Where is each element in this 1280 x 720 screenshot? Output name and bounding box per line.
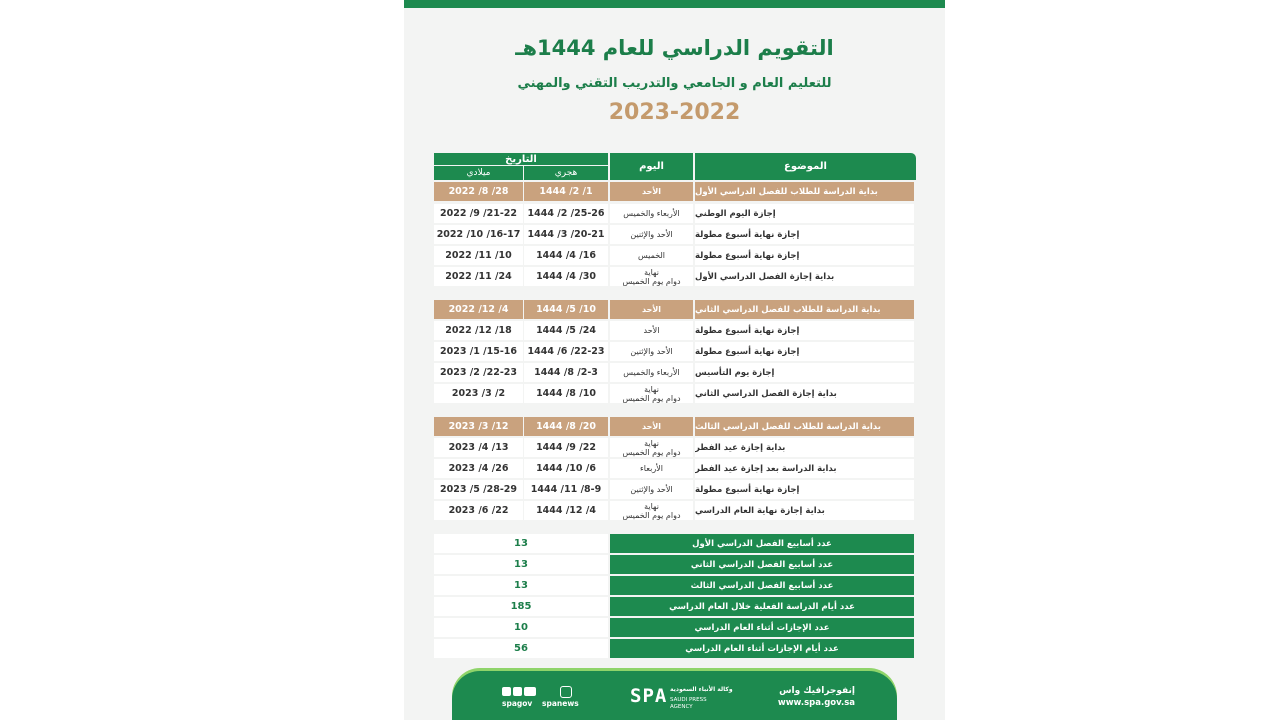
spagov-handle: spagov [502,699,533,708]
row-day-text: الأحد [641,305,662,314]
row-day-detail: دوام يوم الخميس [622,510,681,520]
row-topic: إجازة نهاية أسبوع مطولة [695,225,914,244]
row-day [610,246,693,265]
row-day [610,267,693,286]
row-day [610,300,693,319]
row-day [610,363,693,382]
summary-label: عدد أيام الدراسة الفعلية خلال العام الدراسي [610,597,914,616]
row-topic: بداية إجازة الفصل الدراسي الأول [695,267,914,286]
row-gregorian-date: 15-16/ 1/ 2023 [434,342,523,361]
row-day-text: الأحد والإثنين [630,485,673,494]
row-day-text: الأربعاء والخميس [623,209,680,218]
row-topic: بداية الدراسة للطلاب للفصل الدراسي الثالث [695,417,914,436]
row-hijri-date: 10/ 8/ 1444 [524,384,608,403]
row-topic: إجازة نهاية أسبوع مطولة [695,246,914,265]
row-hijri-date: 20-21/ 3/ 1444 [524,225,608,244]
row-hijri-date: 4/ 12/ 1444 [524,501,608,520]
row-topic: إجازة اليوم الوطني [695,204,914,223]
row-hijri-date: 22/ 9/ 1444 [524,438,608,457]
row-day [610,384,693,403]
summary-value: 10 [434,618,608,637]
row-hijri-date: 2-3/ 8/ 1444 [524,363,608,382]
summary-value: 13 [434,534,608,553]
row-gregorian-date: 28/ 8/ 2022 [434,182,523,201]
row-day-text: نهاية [644,501,659,511]
summary-value: 13 [434,576,608,595]
row-topic: بداية إجازة الفصل الدراسي الثاني [695,384,914,403]
row-hijri-date: 1/ 2/ 1444 [524,182,608,201]
snapchat-icon [513,687,522,696]
row-gregorian-date: 18/ 12/ 2022 [434,321,523,340]
row-gregorian-date: 13/ 4/ 2023 [434,438,523,457]
row-day [610,204,693,223]
summary-label: عدد أسابيع الفصل الدراسي الثاني [610,555,914,574]
row-hijri-date: 10/ 5/ 1444 [524,300,608,319]
row-hijri-date: 22-23/ 6/ 1444 [524,342,608,361]
spanews-handle: spanews [542,699,579,708]
row-topic: إجازة يوم التأسيس [695,363,914,382]
row-topic: إجازة نهاية أسبوع مطولة [695,342,914,361]
footer-banner [452,671,897,720]
calendar-poster [404,0,945,720]
row-day-detail: دوام يوم الخميس [622,276,681,286]
row-day [610,182,693,201]
row-day-text: الأربعاء والخميس [623,368,680,377]
summary-label: عدد أسابيع الفصل الدراسي الأول [610,534,914,553]
row-hijri-date: 8-9/ 11/ 1444 [524,480,608,499]
spa-logo: SPA [630,685,668,707]
row-day [610,321,693,340]
row-topic: بداية الدراسة للطلاب للفصل الدراسي الثاني [695,300,914,319]
row-hijri-date: 16/ 4/ 1444 [524,246,608,265]
row-day [610,342,693,361]
row-day-detail: دوام يوم الخميس [622,447,681,457]
row-day [610,480,693,499]
row-gregorian-date: 12/ 3/ 2023 [434,417,523,436]
row-gregorian-date: 22-23/ 2/ 2023 [434,363,523,382]
row-day-detail: دوام يوم الخميس [622,393,681,403]
agency-name-ar: وكالة الأنباء السعودية [670,686,733,693]
row-day-text: الأحد [641,187,662,196]
summary-value: 56 [434,639,608,658]
row-hijri-date: 20/ 8/ 1444 [524,417,608,436]
header-topic: الموضوع [695,153,916,180]
summary-label: عدد أيام الإجازات أثناء العام الدراسي [610,639,914,658]
row-day-text: الخميس [637,251,666,260]
row-day-text: الأحد والإثنين [630,230,673,239]
row-day-text: نهاية [644,384,659,394]
summary-value: 185 [434,597,608,616]
row-day-text: الأحد [643,326,660,335]
row-hijri-date: 30/ 4/ 1444 [524,267,608,286]
twitter-icon [502,687,511,696]
poster-title: التقويم الدراسي للعام 1444هـ [515,36,834,60]
header-day: اليوم [610,153,693,180]
instagram-icon [560,686,572,698]
header-gregorian: ميلادي [434,166,523,180]
row-day-text: الأحد والإثنين [630,347,673,356]
row-day-text: نهاية [644,267,659,277]
youtube-icon [524,687,536,696]
row-gregorian-date: 28-29/ 5/ 2023 [434,480,523,499]
row-topic: بداية إجازة نهاية العام الدراسي [695,501,914,520]
row-topic: إجازة نهاية أسبوع مطولة [695,321,914,340]
row-day [610,225,693,244]
footer-url: www.spa.gov.sa [777,698,855,708]
row-topic: إجازة نهاية أسبوع مطولة [695,480,914,499]
row-day-text: نهاية [644,438,659,448]
row-topic: بداية الدراسة للطلاب للفصل الدراسي الأول [695,182,914,201]
row-gregorian-date: 2/ 3/ 2023 [434,384,523,403]
row-topic: بداية الدراسة بعد إجازة عيد الفطر [695,459,914,478]
summary-value: 13 [434,555,608,574]
row-day [610,459,693,478]
academic-years: 2023-2022 [608,100,741,125]
row-day [610,501,693,520]
agency-name-en: SAUDI PRESS AGENCY [670,697,707,710]
row-day-text: الأربعاء [640,464,663,473]
row-gregorian-date: 22/ 6/ 2023 [434,501,523,520]
row-hijri-date: 25-26/ 2/ 1444 [524,204,608,223]
summary-label: عدد الإجازات أثناء العام الدراسي [610,618,914,637]
row-day-text: الأحد [641,422,662,431]
row-hijri-date: 6/ 10/ 1444 [524,459,608,478]
row-gregorian-date: 16-17/ 10/ 2022 [434,225,523,244]
row-gregorian-date: 4/ 12/ 2022 [434,300,523,319]
top-accent-bar [404,0,945,8]
row-day [610,438,693,457]
row-gregorian-date: 26/ 4/ 2023 [434,459,523,478]
row-gregorian-date: 21-22/ 9/ 2022 [434,204,523,223]
row-hijri-date: 24/ 5/ 1444 [524,321,608,340]
row-gregorian-date: 24/ 11/ 2022 [434,267,523,286]
poster-subtitle: للتعليم العام و الجامعي والتدريب التقني والمهني [517,76,832,91]
header-hijri: هجري [524,166,608,180]
infographic-label: إنفوجرافيك واس [779,686,855,696]
row-gregorian-date: 10/ 11/ 2022 [434,246,523,265]
social-icons [501,687,537,696]
header-date: التاريخ [434,153,608,165]
row-day [610,417,693,436]
summary-label: عدد أسابيع الفصل الدراسي الثالث [610,576,914,595]
row-topic: بداية إجازة عيد الفطر [695,438,914,457]
